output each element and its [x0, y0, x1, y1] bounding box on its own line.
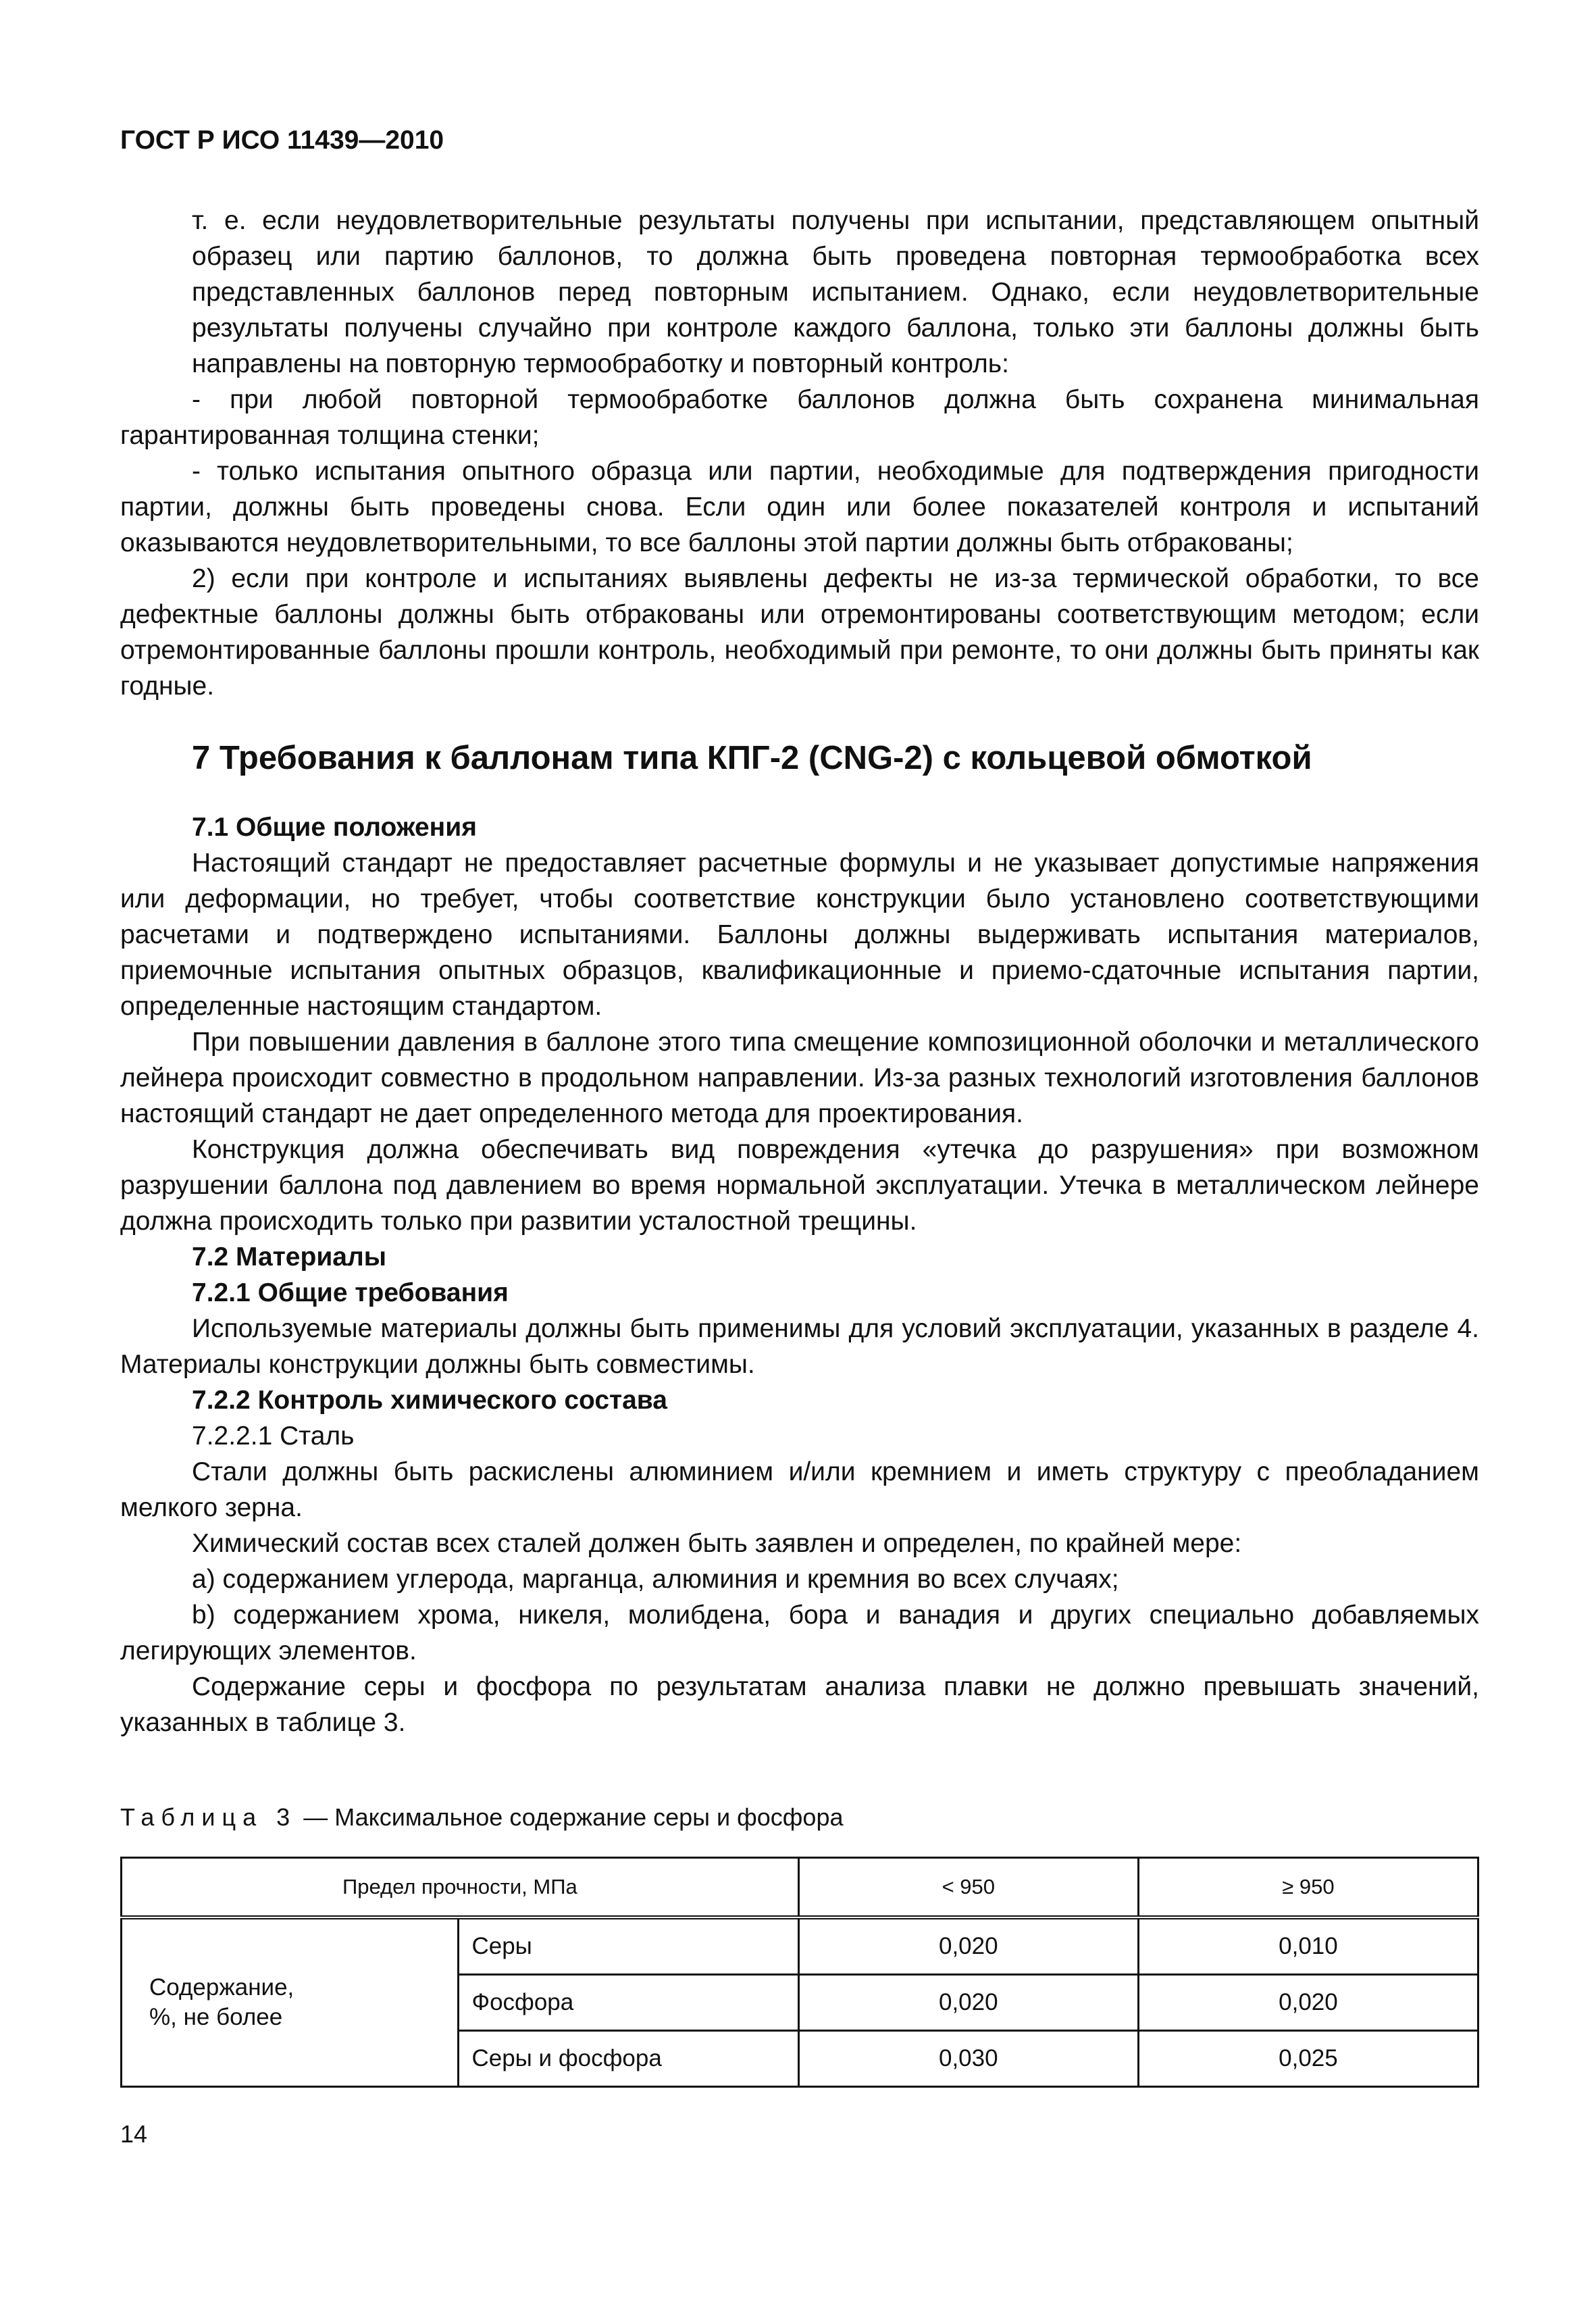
subsection-7-2-2-heading: 7.2.2 Контроль химического состава [192, 1386, 667, 1415]
document-id-header: ГОСТ Р ИСО 11439—2010 [120, 126, 444, 155]
page-number: 14 [120, 2120, 148, 2148]
paragraph: Содержание серы и фосфора по результатам анализа плавки не должно превышать значений, указанных в таблице 3. [120, 1672, 1479, 1737]
value-cell: 0,025 [1138, 2031, 1478, 2087]
list-item: a) содержанием углерода, марганца, алюминия и кремния во всех случаях; [192, 1565, 1119, 1594]
table-3 [120, 1857, 1479, 2088]
value-cell: 0,030 [798, 2031, 1138, 2087]
paragraph: Используемые материалы должны быть применимы для условий эксплуатации, указанных в разделе 4. Материалы конструкции должны быть совместимы. [120, 1314, 1479, 1379]
list-item: b) содержанием хрома, никеля, молибдена, бора и ванадия и других специально добавляемых легирующих элементов. [120, 1601, 1479, 1665]
row-name-cell: Фосфора [459, 1975, 798, 2031]
header-cell: Предел прочности, МПа [122, 1858, 799, 1918]
group-label-line: Содержание, [149, 1974, 294, 2001]
row-name-cell: Серы и фосфора [459, 2031, 798, 2087]
value-cell: 0,010 [1138, 1917, 1478, 1975]
subsection-7-2-2-1-heading: 7.2.2.1 Сталь [192, 1422, 355, 1451]
section-7-heading: 7 Требования к баллонам типа КПГ-2 (CNG-2) с кольцевой обмоткой [192, 740, 1312, 776]
subsection-7-2-heading: 7.2 Материалы [192, 1242, 387, 1272]
section-7-body [120, 809, 1479, 1740]
paragraph: Настоящий стандарт не предоставляет расчетные формулы и не указывает допустимые напряжения или деформации, но требует, чтобы соответствие конструкции было установлено соответствующими расчетами и подтверждено испытаниями. Баллоны должны выдерживать испытания материалов, приемочные испытания опытных образцов, квалификационные и приемо-сдаточные испытания партии, определенные настоящим стандартом. [120, 849, 1479, 1021]
paragraph: т. е. если неудовлетворительные результаты получены при испытании, представляющем опытный образец или партию баллонов, то должна быть проведена повторная термообработка всех представленных баллонов перед повторным испытанием. Однако, если неудовлетворительные результаты получены случайно при контроле каждого баллона, только эти баллоны должны быть направлены на повторную термообработку и повторный контроль: [192, 206, 1479, 378]
table-row [122, 1917, 1478, 1975]
paragraph: 2) если при контроле и испытаниях выявлены дефекты не из-за термической обработки, то все дефектные баллоны должны быть отбракованы или отремонтированы соответствующим методом; если отремонтированные баллоны прошли контроль, необходимый при ремонте, то они должны быть приняты как годные. [120, 564, 1479, 701]
row-name-cell: Серы [459, 1917, 798, 1975]
table-caption-text: — Максимальное содержание серы и фосфора [297, 1803, 844, 1831]
paragraph: Конструкция должна обеспечивать вид повреждения «утечка до разрушения» при возможном разрушении баллона под давлением во время нормальной эксплуатации. Утечка в металлическом лейнере должна происходить только при развитии усталостной трещины. [120, 1135, 1479, 1236]
paragraph: Стали должны быть раскислены алюминием и/или кремнием и иметь структуру с преобладанием мелкого зерна. [120, 1457, 1479, 1522]
header-cell: < 950 [798, 1858, 1138, 1918]
table-caption-label: Таблица 3 [120, 1803, 297, 1831]
group-label-line: %, не более [149, 2004, 283, 2030]
table-3-caption [120, 1801, 843, 1834]
paragraph: - только испытания опытного образца или партии, необходимые для подтверждения пригодности партии, должны быть проведены снова. Если один или более показателей контроля и испытаний оказываются неудовлетворительными, то все баллоны этой партии должны быть отбракованы; [120, 457, 1479, 557]
subsection-7-2-1-heading: 7.2.1 Общие требования [192, 1278, 509, 1307]
group-label-cell [122, 1917, 459, 2087]
intro-text [120, 203, 1479, 704]
value-cell: 0,020 [1138, 1975, 1478, 2031]
value-cell: 0,020 [798, 1917, 1138, 1975]
header-cell: ≥ 950 [1138, 1858, 1478, 1918]
paragraph: При повышении давления в баллоне этого типа смещение композиционной оболочки и металлического лейнера происходит совместно в продольном направлении. Из-за разных технологий изготовления баллонов настоящий стандарт не дает определенного метода для проектирования. [120, 1028, 1479, 1128]
paragraph: - при любой повторной термообработке баллонов должна быть сохранена минимальная гарантированная толщина стенки; [120, 385, 1479, 450]
value-cell: 0,020 [798, 1975, 1138, 2031]
paragraph: Химический состав всех сталей должен быть заявлен и определен, по крайней мере: [192, 1529, 1242, 1558]
table-header-row [122, 1858, 1478, 1918]
subsection-7-1-heading: 7.1 Общие положения [192, 813, 477, 842]
